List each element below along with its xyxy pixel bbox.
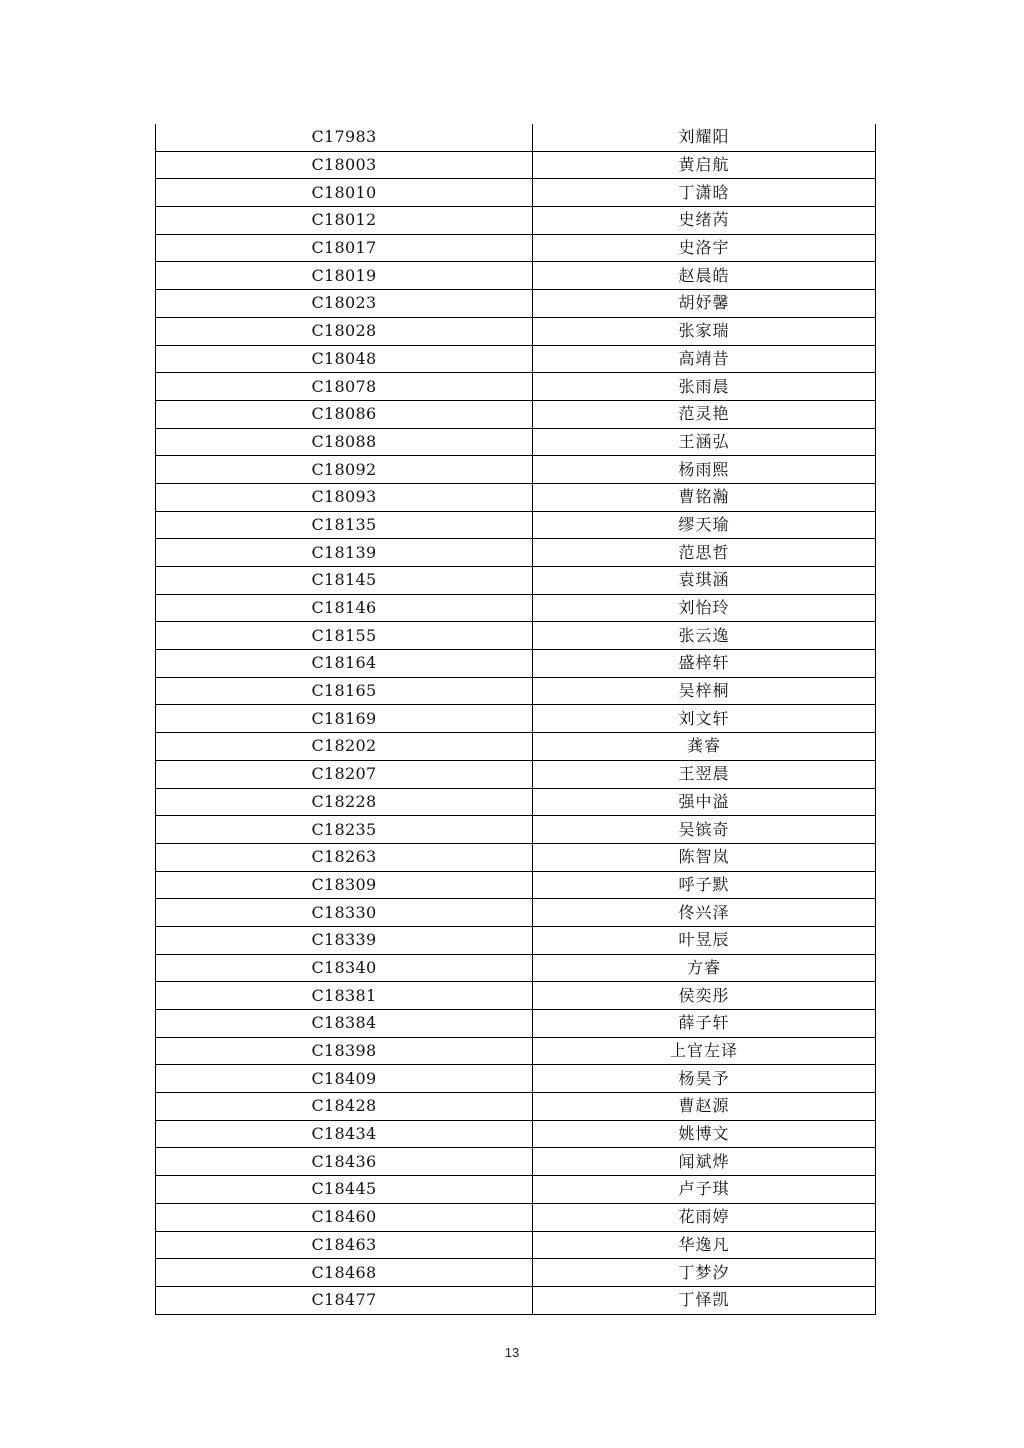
student-name-cell: 上官左译 [533, 1037, 876, 1065]
candidate-id-cell: C18228 [156, 788, 533, 816]
student-name-cell: 丁怿凯 [533, 1286, 876, 1314]
candidate-id-cell: C18235 [156, 816, 533, 844]
student-name-cell: 胡妤馨 [533, 290, 876, 318]
table-row [156, 511, 876, 539]
table-row [156, 622, 876, 650]
table-row [156, 816, 876, 844]
candidate-id-cell: C18146 [156, 594, 533, 622]
student-name-cell: 华逸凡 [533, 1231, 876, 1259]
candidate-id-cell: C18003 [156, 151, 533, 179]
table-row [156, 317, 876, 345]
candidate-id-cell: C18155 [156, 622, 533, 650]
student-name-cell: 刘文轩 [533, 705, 876, 733]
candidate-id-cell: C18463 [156, 1231, 533, 1259]
candidate-id-cell: C18207 [156, 760, 533, 788]
candidate-id-cell: C18023 [156, 290, 533, 318]
candidate-id-cell: C18165 [156, 677, 533, 705]
candidate-id-cell: C18409 [156, 1065, 533, 1093]
table-row [156, 1203, 876, 1231]
page-number: 13 [504, 1345, 520, 1360]
table-row [156, 705, 876, 733]
candidate-id-cell: C18017 [156, 234, 533, 262]
table-row [156, 179, 876, 207]
table-row [156, 1176, 876, 1204]
student-name-cell: 张雨晨 [533, 373, 876, 401]
candidate-id-cell: C18445 [156, 1176, 533, 1204]
table-row [156, 1120, 876, 1148]
student-name-cell: 薛子轩 [533, 1010, 876, 1038]
student-name-cell: 吴镔奇 [533, 816, 876, 844]
student-name-cell: 刘耀阳 [533, 124, 876, 151]
candidate-id-cell: C18169 [156, 705, 533, 733]
candidate-id-cell: C18468 [156, 1259, 533, 1287]
table-row [156, 1010, 876, 1038]
candidate-id-cell: C18028 [156, 317, 533, 345]
table-row [156, 400, 876, 428]
candidate-id-cell: C18202 [156, 733, 533, 761]
candidate-id-cell: C18340 [156, 954, 533, 982]
table-row [156, 926, 876, 954]
student-name-cell: 王涵弘 [533, 428, 876, 456]
table-row [156, 1148, 876, 1176]
student-name-cell: 史洛宇 [533, 234, 876, 262]
table-row [156, 539, 876, 567]
student-name-cell: 范思哲 [533, 539, 876, 567]
table-row [156, 594, 876, 622]
student-name-cell: 曹赵源 [533, 1093, 876, 1121]
student-name-cell: 吴梓桐 [533, 677, 876, 705]
candidate-id-cell: C18339 [156, 926, 533, 954]
student-name-cell: 佟兴泽 [533, 899, 876, 927]
table-row [156, 843, 876, 871]
student-name-cell: 袁琪涵 [533, 567, 876, 595]
table-row [156, 1231, 876, 1259]
table-row [156, 1065, 876, 1093]
table-row [156, 650, 876, 678]
candidate-id-cell: C18398 [156, 1037, 533, 1065]
student-name-cell: 丁潇晗 [533, 179, 876, 207]
student-name-cell: 杨雨熙 [533, 456, 876, 484]
student-name-cell: 花雨婷 [533, 1203, 876, 1231]
student-name-cell: 叶昱辰 [533, 926, 876, 954]
candidate-id-cell: C18309 [156, 871, 533, 899]
table-row [156, 428, 876, 456]
student-name-cell: 呼子默 [533, 871, 876, 899]
table-row [156, 871, 876, 899]
student-name-cell: 刘怡玲 [533, 594, 876, 622]
table-row [156, 677, 876, 705]
roster-table [155, 124, 876, 1315]
candidate-id-cell: C18139 [156, 539, 533, 567]
candidate-id-cell: C18078 [156, 373, 533, 401]
candidate-id-cell: C18010 [156, 179, 533, 207]
table-row [156, 1259, 876, 1287]
student-name-cell: 龚睿 [533, 733, 876, 761]
table-row [156, 373, 876, 401]
candidate-id-cell: C18460 [156, 1203, 533, 1231]
student-name-cell: 杨昊予 [533, 1065, 876, 1093]
student-name-cell: 侯奕彤 [533, 982, 876, 1010]
table-row [156, 954, 876, 982]
student-name-cell: 卢子琪 [533, 1176, 876, 1204]
student-name-cell: 王翌晨 [533, 760, 876, 788]
table-row [156, 760, 876, 788]
student-name-cell: 赵晨皓 [533, 262, 876, 290]
student-name-cell: 盛梓轩 [533, 650, 876, 678]
candidate-id-cell: C18381 [156, 982, 533, 1010]
candidate-id-cell: C18135 [156, 511, 533, 539]
candidate-id-cell: C18145 [156, 567, 533, 595]
student-name-cell: 姚博文 [533, 1120, 876, 1148]
table-row [156, 982, 876, 1010]
candidate-id-cell: C18263 [156, 843, 533, 871]
table-row [156, 483, 876, 511]
candidate-id-cell: C18012 [156, 207, 533, 235]
student-name-cell: 丁梦汐 [533, 1259, 876, 1287]
table-row [156, 1286, 876, 1314]
table-row [156, 1093, 876, 1121]
candidate-id-cell: C18088 [156, 428, 533, 456]
candidate-id-cell: C18384 [156, 1010, 533, 1038]
table-row [156, 207, 876, 235]
student-name-cell: 方睿 [533, 954, 876, 982]
table-row [156, 899, 876, 927]
student-name-cell: 张家瑞 [533, 317, 876, 345]
student-name-cell: 黄启航 [533, 151, 876, 179]
candidate-id-cell: C18434 [156, 1120, 533, 1148]
table-row [156, 262, 876, 290]
student-name-cell: 缪天瑜 [533, 511, 876, 539]
table-row [156, 345, 876, 373]
candidate-id-cell: C18092 [156, 456, 533, 484]
candidate-id-cell: C18436 [156, 1148, 533, 1176]
table-row [156, 234, 876, 262]
table-row [156, 567, 876, 595]
student-name-cell: 闻斌烨 [533, 1148, 876, 1176]
student-name-cell: 范灵艳 [533, 400, 876, 428]
candidate-id-cell: C18019 [156, 262, 533, 290]
student-name-cell: 高靖昔 [533, 345, 876, 373]
student-name-cell: 史绪芮 [533, 207, 876, 235]
roster-table-body [156, 124, 876, 1314]
candidate-id-cell: C18477 [156, 1286, 533, 1314]
student-name-cell: 张云逸 [533, 622, 876, 650]
candidate-id-cell: C17983 [156, 124, 533, 151]
table-row [156, 124, 876, 151]
candidate-id-cell: C18048 [156, 345, 533, 373]
candidate-id-cell: C18086 [156, 400, 533, 428]
candidate-id-cell: C18093 [156, 483, 533, 511]
table-row [156, 1037, 876, 1065]
student-name-cell: 陈智岚 [533, 843, 876, 871]
table-row [156, 456, 876, 484]
student-name-cell: 强中溢 [533, 788, 876, 816]
table-row [156, 290, 876, 318]
candidate-id-cell: C18330 [156, 899, 533, 927]
candidate-id-cell: C18164 [156, 650, 533, 678]
student-name-cell: 曹铭瀚 [533, 483, 876, 511]
table-row [156, 733, 876, 761]
table-row [156, 151, 876, 179]
candidate-id-cell: C18428 [156, 1093, 533, 1121]
table-row [156, 788, 876, 816]
